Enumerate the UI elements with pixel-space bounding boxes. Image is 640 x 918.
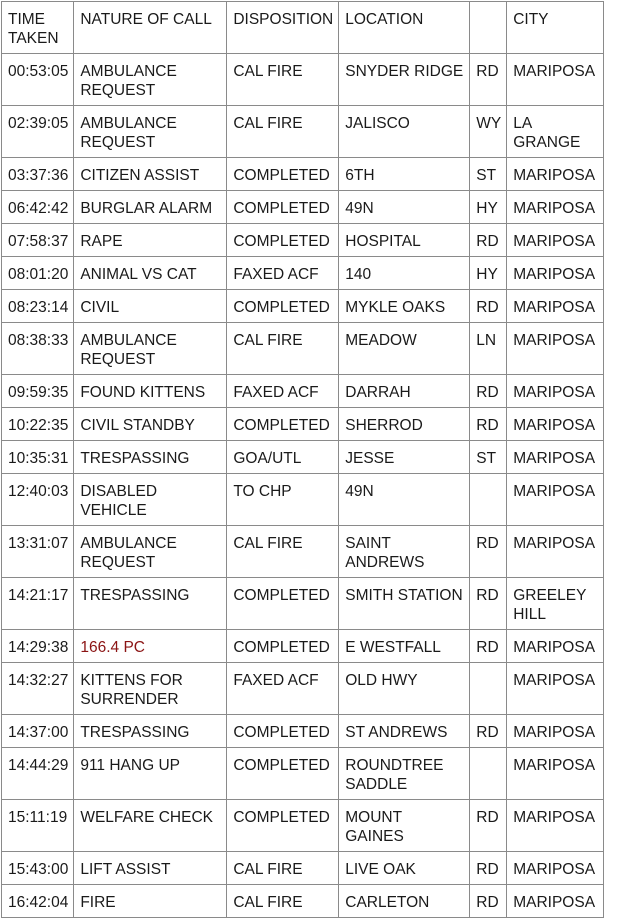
cell-nature: AMBULANCE REQUEST — [74, 54, 227, 106]
cell-time: 00:53:05 — [2, 54, 74, 106]
cell-nature: FOUND KITTENS — [74, 375, 227, 408]
table-row — [2, 663, 604, 715]
cell-location: MYKLE OAKS — [339, 290, 470, 323]
cell-suffix: RD — [470, 375, 507, 408]
cell-city: MARIPOSA — [507, 715, 604, 748]
table-row — [2, 715, 604, 748]
table-row — [2, 441, 604, 474]
cell-nature: AMBULANCE REQUEST — [74, 106, 227, 158]
cell-disposition: COMPLETED — [227, 748, 339, 800]
cell-location: DARRAH — [339, 375, 470, 408]
cell-time: 14:21:17 — [2, 578, 74, 630]
call-log-table — [1, 1, 604, 918]
table-body — [2, 54, 604, 918]
cell-time: 03:37:36 — [2, 158, 74, 191]
cell-disposition: COMPLETED — [227, 158, 339, 191]
cell-nature: RAPE — [74, 224, 227, 257]
cell-suffix: RD — [470, 408, 507, 441]
cell-disposition: TO CHP — [227, 474, 339, 526]
cell-city: MARIPOSA — [507, 323, 604, 375]
cell-suffix: ST — [470, 441, 507, 474]
cell-disposition: GOA/UTL — [227, 441, 339, 474]
cell-location: SNYDER RIDGE — [339, 54, 470, 106]
cell-nature: BURGLAR ALARM — [74, 191, 227, 224]
cell-disposition: COMPLETED — [227, 800, 339, 852]
cell-location: E WESTFALL — [339, 630, 470, 663]
cell-time: 14:44:29 — [2, 748, 74, 800]
cell-disposition: CAL FIRE — [227, 106, 339, 158]
cell-time: 14:32:27 — [2, 663, 74, 715]
table-row — [2, 474, 604, 526]
header-disposition: DISPOSITION — [227, 2, 339, 54]
cell-disposition: CAL FIRE — [227, 323, 339, 375]
cell-disposition: CAL FIRE — [227, 54, 339, 106]
cell-city: MARIPOSA — [507, 663, 604, 715]
cell-time: 15:43:00 — [2, 852, 74, 885]
cell-city: MARIPOSA — [507, 158, 604, 191]
cell-city: MARIPOSA — [507, 748, 604, 800]
table-row — [2, 224, 604, 257]
table-row — [2, 885, 604, 918]
cell-nature: TRESPASSING — [74, 715, 227, 748]
cell-time: 08:23:14 — [2, 290, 74, 323]
cell-location: SMITH STATION — [339, 578, 470, 630]
cell-nature: TRESPASSING — [74, 578, 227, 630]
cell-time: 14:37:00 — [2, 715, 74, 748]
cell-city: MARIPOSA — [507, 474, 604, 526]
cell-time: 02:39:05 — [2, 106, 74, 158]
cell-time: 13:31:07 — [2, 526, 74, 578]
table-row — [2, 630, 604, 663]
cell-suffix — [470, 474, 507, 526]
cell-city: MARIPOSA — [507, 290, 604, 323]
header-location: LOCATION — [339, 2, 470, 54]
cell-suffix: RD — [470, 224, 507, 257]
cell-nature: TRESPASSING — [74, 441, 227, 474]
cell-disposition: COMPLETED — [227, 290, 339, 323]
cell-location: 140 — [339, 257, 470, 290]
header-suffix — [470, 2, 507, 54]
cell-location: CARLETON — [339, 885, 470, 918]
cell-suffix: ST — [470, 158, 507, 191]
cell-nature: KITTENS FOR SURRENDER — [74, 663, 227, 715]
cell-time: 10:35:31 — [2, 441, 74, 474]
cell-suffix: RD — [470, 800, 507, 852]
cell-location: JESSE — [339, 441, 470, 474]
table-row — [2, 800, 604, 852]
cell-location: JALISCO — [339, 106, 470, 158]
cell-disposition: COMPLETED — [227, 630, 339, 663]
header-nature-of-call: NATURE OF CALL — [74, 2, 227, 54]
cell-nature: WELFARE CHECK — [74, 800, 227, 852]
cell-disposition: FAXED ACF — [227, 257, 339, 290]
table-row — [2, 106, 604, 158]
cell-time: 08:01:20 — [2, 257, 74, 290]
cell-disposition: COMPLETED — [227, 578, 339, 630]
cell-city: MARIPOSA — [507, 526, 604, 578]
cell-disposition: COMPLETED — [227, 224, 339, 257]
cell-suffix: RD — [470, 54, 507, 106]
cell-location: 49N — [339, 474, 470, 526]
cell-suffix: RD — [470, 578, 507, 630]
cell-time: 16:42:04 — [2, 885, 74, 918]
cell-suffix: RD — [470, 630, 507, 663]
cell-city: MARIPOSA — [507, 375, 604, 408]
cell-time: 08:38:33 — [2, 323, 74, 375]
cell-location: MEADOW — [339, 323, 470, 375]
table-row — [2, 158, 604, 191]
cell-city: MARIPOSA — [507, 885, 604, 918]
table-row — [2, 257, 604, 290]
cell-city: GREELEY HILL — [507, 578, 604, 630]
cell-city: MARIPOSA — [507, 224, 604, 257]
cell-location: SHERROD — [339, 408, 470, 441]
cell-nature: AMBULANCE REQUEST — [74, 323, 227, 375]
cell-disposition: FAXED ACF — [227, 663, 339, 715]
cell-location: LIVE OAK — [339, 852, 470, 885]
cell-disposition: COMPLETED — [227, 715, 339, 748]
cell-disposition: CAL FIRE — [227, 526, 339, 578]
cell-suffix — [470, 663, 507, 715]
cell-suffix: RD — [470, 526, 507, 578]
header-city: CITY — [507, 2, 604, 54]
cell-nature: 166.4 PC — [74, 630, 227, 663]
cell-time: 06:42:42 — [2, 191, 74, 224]
cell-location: ROUNDTREE SADDLE — [339, 748, 470, 800]
cell-nature: 911 HANG UP — [74, 748, 227, 800]
table-row — [2, 54, 604, 106]
cell-suffix: RD — [470, 290, 507, 323]
table-row — [2, 408, 604, 441]
cell-disposition: COMPLETED — [227, 408, 339, 441]
cell-time: 09:59:35 — [2, 375, 74, 408]
table-row — [2, 852, 604, 885]
cell-nature: FIRE — [74, 885, 227, 918]
cell-city: LA GRANGE — [507, 106, 604, 158]
cell-suffix — [470, 748, 507, 800]
cell-time: 14:29:38 — [2, 630, 74, 663]
table-row — [2, 578, 604, 630]
cell-location: 49N — [339, 191, 470, 224]
table-row — [2, 290, 604, 323]
cell-time: 10:22:35 — [2, 408, 74, 441]
cell-suffix: RD — [470, 715, 507, 748]
cell-location: MOUNT GAINES — [339, 800, 470, 852]
table-row — [2, 526, 604, 578]
cell-time: 15:11:19 — [2, 800, 74, 852]
header-time-taken: TIME TAKEN — [2, 2, 74, 54]
cell-disposition: CAL FIRE — [227, 852, 339, 885]
cell-city: MARIPOSA — [507, 630, 604, 663]
cell-time: 07:58:37 — [2, 224, 74, 257]
cell-suffix: WY — [470, 106, 507, 158]
cell-city: MARIPOSA — [507, 191, 604, 224]
cell-nature: CITIZEN ASSIST — [74, 158, 227, 191]
cell-location: HOSPITAL — [339, 224, 470, 257]
cell-nature: CIVIL STANDBY — [74, 408, 227, 441]
cell-disposition: FAXED ACF — [227, 375, 339, 408]
cell-city: MARIPOSA — [507, 800, 604, 852]
cell-city: MARIPOSA — [507, 54, 604, 106]
table-row — [2, 191, 604, 224]
cell-disposition: COMPLETED — [227, 191, 339, 224]
cell-city: MARIPOSA — [507, 441, 604, 474]
table-row — [2, 375, 604, 408]
cell-city: MARIPOSA — [507, 852, 604, 885]
table-header — [2, 2, 604, 54]
cell-nature: CIVIL — [74, 290, 227, 323]
cell-suffix: RD — [470, 852, 507, 885]
cell-location: OLD HWY — [339, 663, 470, 715]
cell-city: MARIPOSA — [507, 408, 604, 441]
table-row — [2, 323, 604, 375]
cell-nature: AMBULANCE REQUEST — [74, 526, 227, 578]
cell-suffix: HY — [470, 191, 507, 224]
cell-time: 12:40:03 — [2, 474, 74, 526]
cell-location: SAINT ANDREWS — [339, 526, 470, 578]
cell-suffix: RD — [470, 885, 507, 918]
table-row — [2, 748, 604, 800]
cell-disposition: CAL FIRE — [227, 885, 339, 918]
cell-nature: DISABLED VEHICLE — [74, 474, 227, 526]
cell-location: 6TH — [339, 158, 470, 191]
cell-nature: LIFT ASSIST — [74, 852, 227, 885]
cell-location: ST ANDREWS — [339, 715, 470, 748]
cell-nature: ANIMAL VS CAT — [74, 257, 227, 290]
cell-city: MARIPOSA — [507, 257, 604, 290]
cell-suffix: LN — [470, 323, 507, 375]
cell-suffix: HY — [470, 257, 507, 290]
header-row — [2, 2, 604, 54]
